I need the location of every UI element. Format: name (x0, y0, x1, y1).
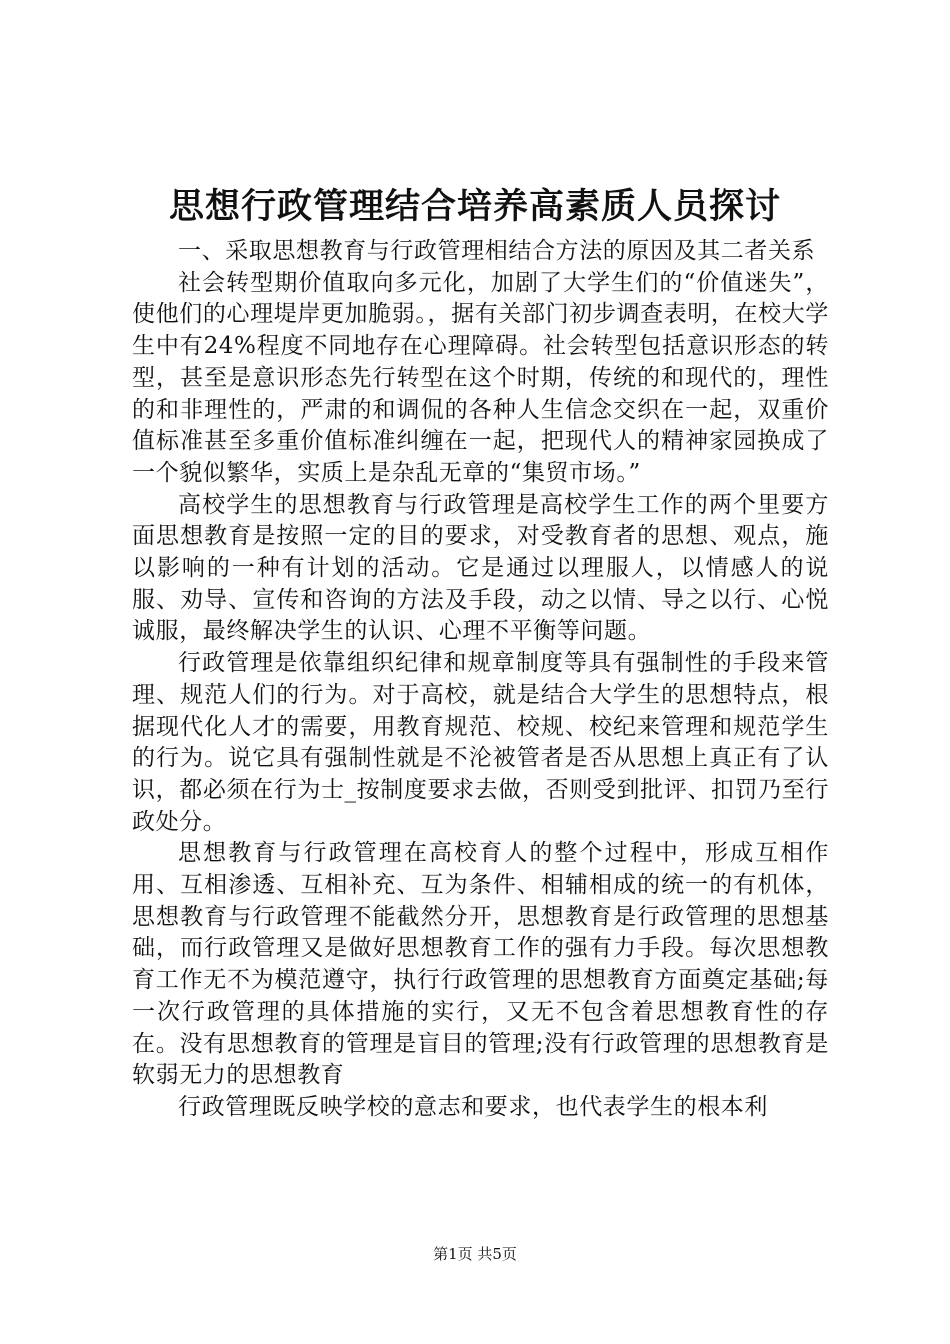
paragraph-heading-1: 一、采取思想教育与行政管理相结合方法的原因及其二者关系 (178, 238, 816, 264)
paragraph: 行政管理是依靠组织纪律和规章制度等具有强制性的手段来管理、规范人们的行为。对于高校，就是结合大学生的思想特点，根据现代化人才的需要，用教育规范、校规、校纪来管理和规范学生的行为。说它具有强制性就是不沦被管者是否从思想上真正有了认识，都必须在行为士_按制度要求去做，否则受到批评、扣罚乃至行政处分。 (132, 650, 829, 835)
paragraph: 高校学生的思想教育与行政管理是高校学生工作的两个里要方面思想教育是按照一定的目的要求，对受教育者的思想、观点，施以影响的一种有计划的活动。它是通过以理服人，以情感人的说服、劝导、宣传和咨询的方法及手段，动之以情、导之以行、心悦诚服，最终解决学生的认识、心理不平衡等问题。 (132, 491, 829, 645)
paragraph: 社会转型期价值取向多元化，加剧了大学生们的“价值迷失”，使他们的心理堤岸更加脆弱。，据有关部门初步调查表明，在校大学生中有24%程度不同地存在心理障碍。社会转型包括意识形态的转型，甚至是意识形态先行转型在这个时期，传统的和现代的，理性的和非理性的，严肃的和调侃的各种人生信念交织在一起，双重价值标准甚至多重价值标准纠缠在一起，把现代人的精神家园换成了一个貌似繁华，实质上是杂乱无章的“集贸市场。” (132, 269, 829, 486)
document-title: 思想行政管理结合培养高素质人员探讨 (168, 186, 781, 227)
paragraph: 行政管理既反映学校的意志和要求，也代表学生的根本利 (178, 1093, 768, 1120)
document-body (132, 236, 829, 1124)
page-number-footer: 第1页 共5页 (433, 1245, 517, 1263)
paragraph: 思想教育与行政管理在高校育人的整个过程中，形成互相作用、互相渗透、互相补充、互为条件、相辅相成的统一的有机体，思想教育与行政管理不能截然分开，思想教育是行政管理的思想基础，而行政管理又是做好思想教育工作的强有力手段。每次思想教育工作无不为模范遵守，执行行政管理的思想教育方面奠定基础;每一次行政管理的具体措施的实行，又无不包含着思想教育性的存在。没有思想教育的管理是盲目的管理;没有行政管理的思想教育是软弱无力的思想教育 (132, 840, 829, 1089)
